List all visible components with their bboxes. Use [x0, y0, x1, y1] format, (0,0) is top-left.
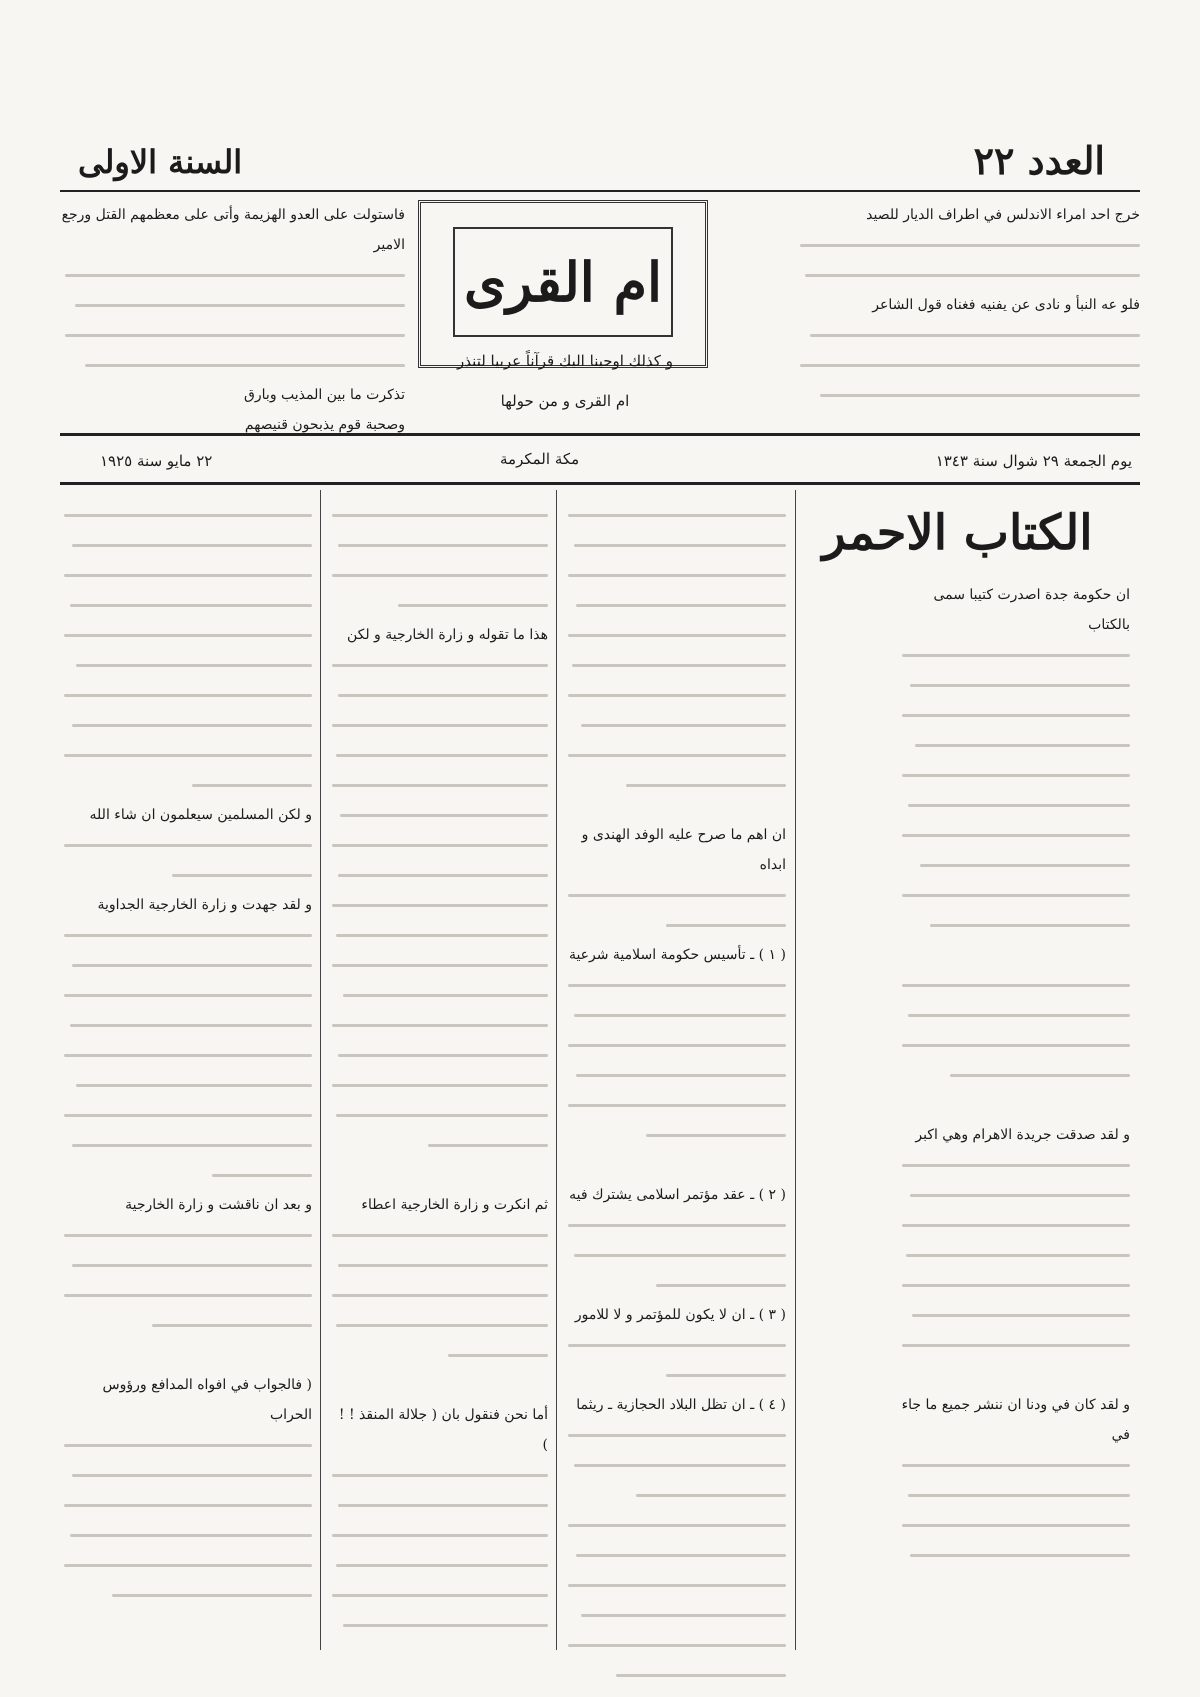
- illegible-lines: [900, 640, 1130, 970]
- illegible-lines: [62, 1430, 312, 1640]
- illegible-lines: [795, 320, 1140, 410]
- illegible-lines: [330, 1220, 548, 1400]
- top-right-column: [795, 200, 1140, 410]
- illegible-lines: [62, 500, 312, 800]
- masthead-title: ام القرى: [453, 227, 673, 337]
- illegible-lines: [566, 1420, 786, 1690]
- far-right-para-3: و لقد كان في ودنا ان ننشر جميع ما جاء في: [901, 1397, 1130, 1443]
- illegible-lines: [60, 260, 405, 380]
- far-left-para-4: ( فالجواب في افواه المدافع ورؤوس الحراب: [102, 1377, 312, 1423]
- date-place: مكة المكرمة: [500, 450, 580, 468]
- illegible-lines: [62, 1220, 312, 1370]
- mid-left-column: [330, 500, 548, 1670]
- dateline-rule-bottom: [60, 482, 1140, 485]
- masthead-subtitle: ام القرى و من حولها: [500, 392, 630, 410]
- date-gregorian: ٢٢ مايو سنة ١٩٢٥: [100, 452, 213, 470]
- far-left-column: [62, 500, 312, 1640]
- center-item-2: ( ٢ ) ـ عقد مؤتمر اسلامى يشترك فيه: [569, 1187, 786, 1203]
- illegible-lines: [330, 500, 548, 620]
- far-right-column: [900, 580, 1130, 1600]
- top-left-line-3: وصحبة قوم يذبحون قنيصهم: [244, 417, 405, 433]
- illegible-lines: [900, 1150, 1130, 1390]
- center-column: [566, 500, 786, 1690]
- illegible-lines: [566, 1210, 786, 1300]
- illegible-lines: [900, 1450, 1130, 1600]
- mid-left-para-2: ثم انكرت و زارة الخارجية اعطاء: [361, 1197, 548, 1213]
- center-para-1: ان اهم ما صرح عليه الوفد الهندى و ابداه: [581, 827, 786, 873]
- masthead-verse: و كذلك اوحينا اليك قرآناً عربيا لتنذر: [457, 352, 673, 370]
- far-left-para-2: و لقد جهدت و زارة الخارجية الجداوية: [97, 897, 312, 913]
- top-left-column: [60, 200, 405, 440]
- article-title: الكتاب الاحمر: [822, 505, 1093, 561]
- top-left-line-1: فاستولت على العدو الهزيمة وأتى على معظمهم القتل ورجع الامير: [61, 207, 405, 253]
- column-divider: [320, 490, 321, 1650]
- illegible-lines: [62, 920, 312, 1190]
- center-item-3: ( ٣ ) ـ ان لا يكون للمؤتمر و لا للامور: [574, 1307, 786, 1323]
- top-right-line-1: خرج احد امراء الاندلس في اطراف الديار للصيد: [866, 207, 1140, 223]
- column-divider: [556, 490, 557, 1650]
- center-item-4: ( ٤ ) ـ ان تظل البلاد الحجازية ـ ريثما: [576, 1397, 786, 1413]
- illegible-lines: [566, 1330, 786, 1390]
- far-left-para-3: و بعد ان ناقشت و زارة الخارجية: [125, 1197, 312, 1213]
- volume-year: السنة الاولى: [78, 143, 243, 181]
- illegible-lines: [566, 970, 786, 1180]
- illegible-lines: [62, 830, 312, 890]
- date-hijri: يوم الجمعة ٢٩ شوال سنة ١٣٤٣: [935, 452, 1132, 470]
- illegible-lines: [900, 970, 1130, 1120]
- masthead-frame: [418, 200, 708, 368]
- illegible-lines: [330, 1460, 548, 1670]
- mid-left-para-3: أما نحن فنقول بان ( جلالة المنقذ ! ! ): [338, 1407, 548, 1453]
- center-item-1: ( ١ ) ـ تأسيس حكومة اسلامية شرعية: [568, 947, 786, 963]
- illegible-lines: [330, 650, 548, 1190]
- dateline-rule-top: [60, 433, 1140, 436]
- illegible-lines: [566, 880, 786, 940]
- mid-left-para-1: هذا ما تقوله و زارة الخارجية و لكن: [346, 627, 548, 643]
- illegible-lines: [795, 230, 1140, 290]
- top-right-line-2: فلو عه النبأ و نادى عن يفنيه فغناه قول الشاعر: [872, 297, 1140, 313]
- column-divider: [795, 490, 796, 1650]
- illegible-lines: [566, 500, 786, 820]
- far-right-para-1: ان حكومة جدة اصدرت كتيبا سمى بالكتاب: [933, 587, 1130, 633]
- far-right-para-2: و لقد صدقت جريدة الاهرام وهي اكبر: [915, 1127, 1130, 1143]
- far-left-para-1: و لكن المسلمين سيعلمون ان شاء الله: [89, 807, 312, 823]
- issue-number: العدد ٢٢: [973, 138, 1105, 183]
- top-left-line-2: تذكرت ما بين المذيب وبارق: [244, 387, 405, 403]
- header-rule: [60, 190, 1140, 192]
